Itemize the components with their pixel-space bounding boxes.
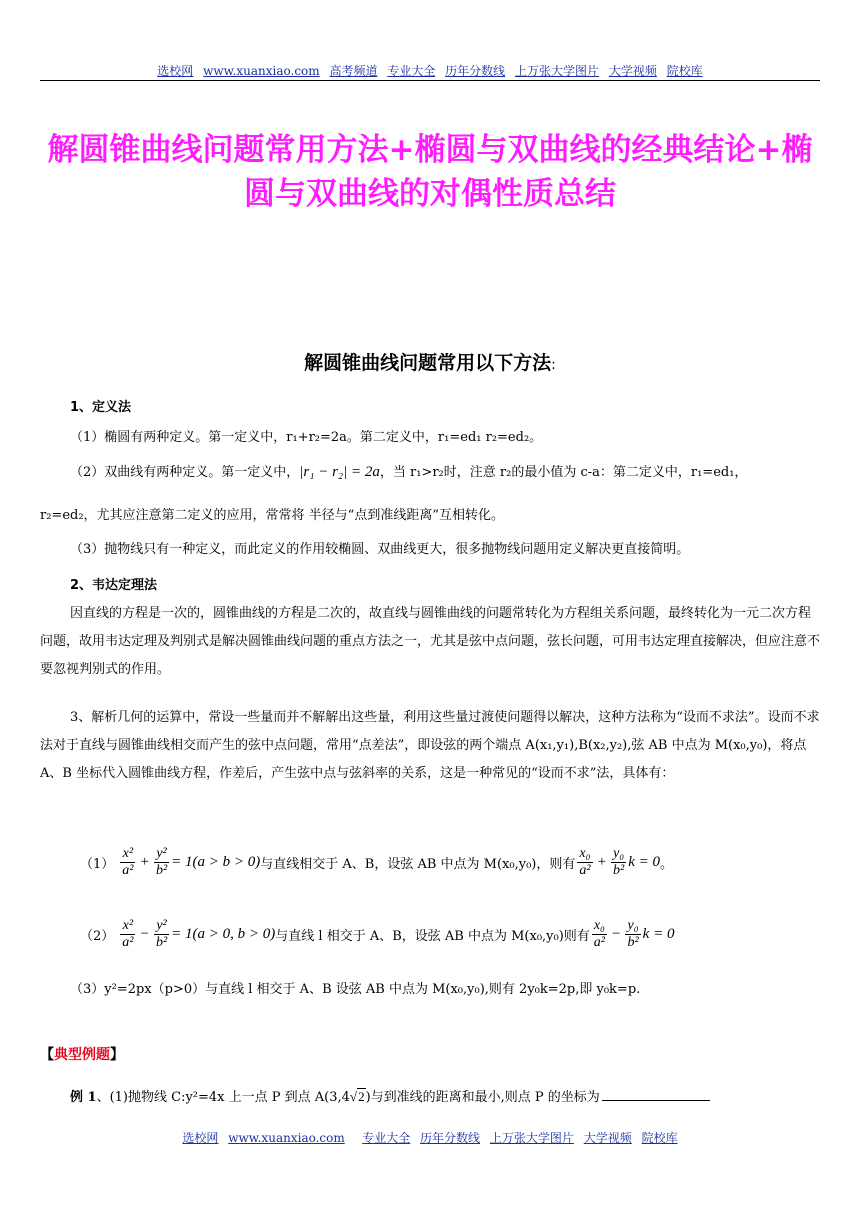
page-title [40, 128, 820, 216]
formula-ellipse: （1） $\frac{\text{x²}}{\text{a²}}$ + $\frac{\text{y²}}{\text{b²}}$ = 1(a > b > 0) 与直线相交于 A、B，设弦 AB 中点为 M(x₀,y₀)，则有 $\frac{\text{x₀}}{\text{a²}}$ + $\frac{\text{y₀}}{\text{b²}}$ k = 0 。 [80, 846, 674, 878]
footer-links [0, 1129, 860, 1146]
footer-link-colleges[interactable]: 院校库 [641, 1131, 678, 1145]
footer-link-site[interactable]: www.xuanxiao.com [228, 1131, 345, 1145]
header-links [0, 62, 860, 79]
footer-link-majors[interactable]: 专业大全 [362, 1131, 411, 1145]
footer-link-photos[interactable]: 上万张大学图片 [489, 1131, 574, 1145]
formula1-label: （1） [80, 857, 115, 872]
footer-link-xuanxiao[interactable]: 选校网 [182, 1131, 219, 1145]
subtitle-text: 解圆锥曲线问题常用以下方法 [304, 352, 552, 374]
header-link-xuanxiao[interactable]: 选校网 [157, 64, 194, 78]
formula2-frac-x0: $\frac{\text{x₀}}{\text{a²}}$ [593, 918, 605, 950]
formula2-frac-y0: $\frac{\text{y₀}}{\text{b²}}$ [627, 918, 639, 950]
page-title-line1: 解圆锥曲线问题常用方法+椭圆与双曲线的经典结论+椭 [47, 132, 813, 168]
header-link-site[interactable]: www.xuanxiao.com [203, 64, 320, 78]
header-link-colleges[interactable]: 院校库 [666, 64, 703, 78]
header-link-photos[interactable]: 上万张大学图片 [515, 64, 600, 78]
paragraph-set-not-solve: 3、解析几何的运算中，常设一些量而并不解解出这些量，利用这些量过渡使问题得以解决，这种方法称为“设而不求法”。设而不求法对于直线与圆锥曲线相交而产生的弦中点问题，常用“点差法”，即设弦的两个端点 A(x₁,y₁),B(x₂,y₂),弦 AB 中点为 M(x₀,y₀)，将点 A、B 坐标代入圆锥曲线方程，作差后，产生弦中点与弦斜率的关系，这是一种常见的“设而不求”法，具体有： [40, 710, 820, 781]
example-1-text-a: 、(1)抛物线 C:y²=4x 上一点 P 到点 A(3,4 [96, 1090, 350, 1105]
formula2-frac-x: $\frac{\text{x²}}{\text{a²}}$ [122, 918, 134, 950]
paragraph-hyperbola-def [40, 458, 820, 487]
formula2-label: （2） [80, 929, 115, 944]
formula2-tail: k = 0 [642, 926, 675, 942]
paragraph-hyperbola-def-cont: r₂=ed₂，尤其应注意第二定义的应用，常常将 半径与“点到准线距离”互相转化。 [40, 508, 504, 523]
header-link-videos[interactable]: 大学视频 [608, 64, 657, 78]
paragraph-parabola-def: （3）抛物线只有一种定义，而此定义的作用较椭圆、双曲线更大，很多抛物线问题用定义解决更直接简明。 [70, 542, 690, 557]
header-link-majors[interactable]: 专业大全 [387, 64, 436, 78]
formula2-frac-y: $\frac{\text{y²}}{\text{b²}}$ [155, 918, 168, 950]
header-link-scores[interactable]: 历年分数线 [445, 64, 506, 78]
typical-close-bracket: 】 [110, 1047, 124, 1063]
formula1-end: 。 [660, 857, 674, 872]
example-1-text-b: )与到准线的距离和最小,则点 P 的坐标为 [365, 1090, 600, 1105]
typical-open-bracket: 【 [40, 1047, 54, 1063]
paragraph-vieta: 因直线的方程是一次的，圆锥曲线的方程是二次的，故直线与圆锥曲线的问题常转化为方程组关系问题，最终转化为一元二次方程问题，故用韦达定理及判别式是解决圆锥曲线问题的重点方法之一，尤其是弦中点问题，弦长问题，可用韦达定理直接解决，但应注意不要忽视判别式的作用。 [40, 606, 821, 677]
typical-examples-text: 典型例题 [54, 1047, 110, 1063]
footer-link-videos[interactable]: 大学视频 [583, 1131, 632, 1145]
subtitle-colon: : [551, 357, 556, 373]
section-vieta-method: 2、韦达定理法 [70, 578, 158, 593]
formula-hyperbola: （2） $\frac{\text{x²}}{\text{a²}}$ − $\frac{\text{y²}}{\text{b²}}$ = 1(a > 0, b > 0) 与直线 l 相交于 A、B，设弦 AB 中点为 M(x₀,y₀)则有 $\frac{\text{x₀}}{\text{a²}}$ − $\frac{\text{y₀}}{\text{b²}}$ k = 0 [80, 918, 675, 950]
footer-link-scores[interactable]: 历年分数线 [420, 1131, 481, 1145]
section-definition-method: 1、定义法 [70, 400, 132, 415]
formula2-text: 与直线 l 相交于 A、B，设弦 AB 中点为 M(x₀,y₀)则有 [275, 929, 590, 944]
typical-examples-heading [40, 1044, 124, 1064]
p2-text-a: （2）双曲线有两种定义。第一定义中， [70, 465, 300, 480]
formula1-tail: k = 0 [628, 854, 661, 870]
page-title-line2: 圆与双曲线的对偶性质总结 [244, 176, 616, 212]
formula1-frac-x: $\frac{\text{x²}}{\text{a²}}$ [122, 846, 134, 878]
example-1 [70, 1086, 710, 1105]
formula2-eq: = 1(a > 0, b > 0) [171, 926, 276, 942]
p2-text-b: ，当 r₁>r₂时，注意 r₂的最小值为 c-a：第二定义中，r₁=ed₁， [379, 465, 748, 480]
formula1-frac-y: $\frac{\text{y²}}{\text{b²}}$ [155, 846, 168, 878]
example-1-label: 例 1 [70, 1090, 97, 1105]
section-subtitle [40, 348, 820, 375]
p2-formula: |r₁ − r₂| = 2a [299, 464, 380, 480]
header-divider [40, 80, 820, 81]
formula1-frac-x0: $\frac{\text{x₀}}{\text{a²}}$ [579, 846, 591, 878]
formula1-text: 与直线相交于 A、B，设弦 AB 中点为 M(x₀,y₀)，则有 [260, 857, 576, 872]
header-link-gaokao[interactable]: 高考频道 [329, 64, 378, 78]
example-1-answer-blank[interactable] [602, 1088, 710, 1101]
paragraph-parabola-chord: （3）y²=2px（p>0）与直线 l 相交于 A、B 设弦 AB 中点为 M(x₀,y₀),则有 2y₀k=2p,即 y₀k=p. [70, 982, 641, 997]
formula1-eq: = 1(a > b > 0) [171, 854, 261, 870]
formula1-frac-y0: $\frac{\text{y₀}}{\text{b²}}$ [613, 846, 625, 878]
paragraph-ellipse-def: （1）椭圆有两种定义。第一定义中，r₁+r₂=2a。第二定义中，r₁=ed₁ r₂=ed₂。 [70, 430, 543, 445]
example-1-sqrt: √2 [349, 1089, 365, 1104]
